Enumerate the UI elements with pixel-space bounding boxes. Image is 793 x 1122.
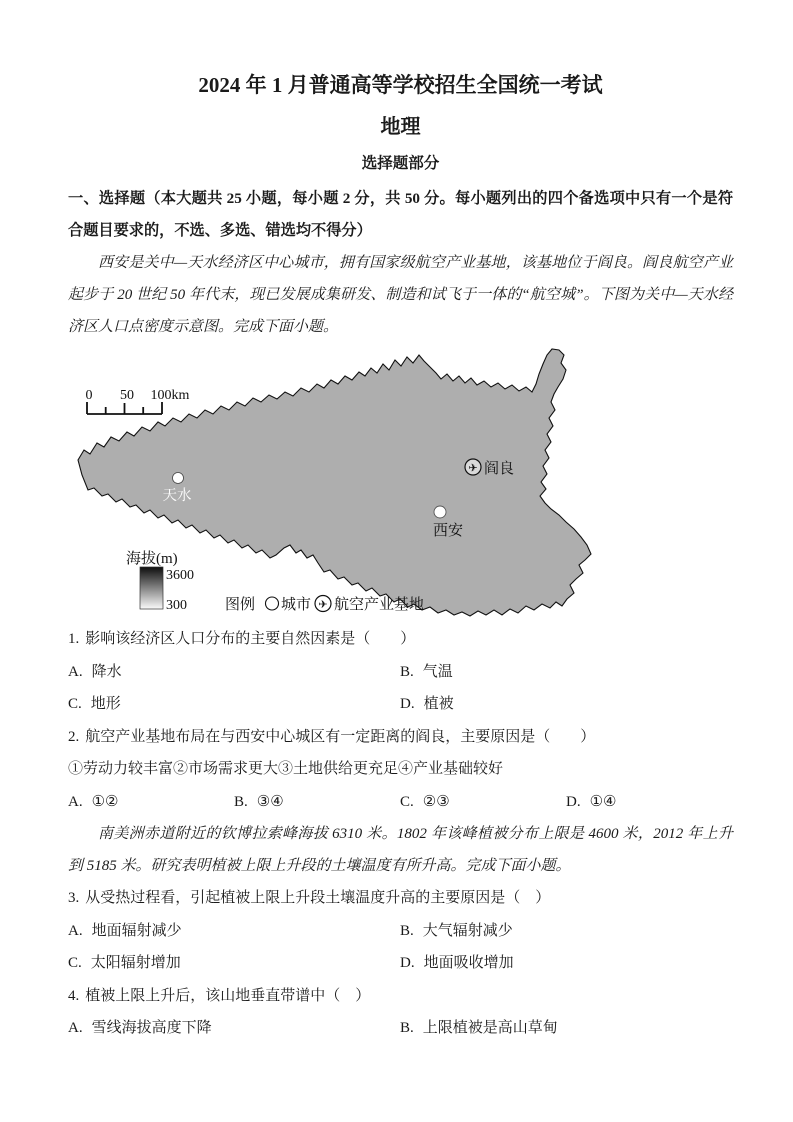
option-1d: D. 植被 <box>400 696 454 712</box>
subject-title: 地理 <box>380 116 421 138</box>
passage-chimborazo: 南美洲赤道附近的钦博拉索峰海拔 6310 米。1802 年该峰植被分布上限是 4600 米，2012 年上升到 5185 米。研究表明植被上限上升段的土壤温度有所升高。完成下面小题。 <box>68 826 733 874</box>
option-4b: B. 上限植被是高山草甸 <box>400 1020 558 1036</box>
question-3-text: 从受热过程看，引起植被上限上升段土壤温度升高的主要原因是（ ） <box>85 890 551 906</box>
elevation-gradient-bar <box>140 567 163 609</box>
city-label-tianshui: 天水 <box>162 488 192 504</box>
question-2-text: 航空产业基地布局在与西安中心城区有一定距离的阎良，主要原因是（ ） <box>85 728 596 745</box>
question-4-number: 4. <box>68 987 80 1004</box>
option-1a: A. 降水 <box>68 663 122 680</box>
question-3 <box>68 882 733 915</box>
scale-label-0: 0 <box>85 388 93 403</box>
question-4 <box>68 980 733 1013</box>
option-2b: B. ③④ <box>234 793 284 810</box>
question-2-options-row <box>68 786 733 819</box>
elevation-legend <box>126 550 194 613</box>
legend-base-label: 航空产业基地 <box>334 597 425 613</box>
population-density-map <box>70 348 610 620</box>
option-2d: D. ①④ <box>566 793 617 810</box>
option-1b: B. 气温 <box>400 663 453 680</box>
question-1 <box>68 623 733 656</box>
question-2-number: 2. <box>68 728 80 745</box>
aviation-base-label: 阎良 <box>483 461 515 477</box>
option-3b: B. 大气辐射减少 <box>400 922 513 939</box>
aviation-base-marker <box>465 459 481 475</box>
option-3c: C. 太阳辐射增加 <box>68 955 181 971</box>
option-2a: A. ①② <box>68 793 119 810</box>
question-1-number: 1. <box>68 631 80 647</box>
passage-guanzhong: 西安是关中—天水经济区中心城市，拥有国家级航空产业基地，该基地位于阎良。阎良航空产业起步于 20 世纪 50 年代末，现已发展成集研发、制造和试飞于一体的“航空城”。下图为关中—天水经济区人口点密度示意图。完成下面小题。 <box>68 255 733 335</box>
map-legend <box>225 595 424 613</box>
city-marker-tianshui <box>173 473 184 484</box>
scale-label-50: 50 <box>120 388 134 403</box>
legend-base-icon <box>315 596 331 612</box>
airplane-icon: ✈ <box>468 462 478 475</box>
question-2-statements: ①劳动力较丰富②市场需求更大③土地供给更充足④产业基础较好 <box>68 761 504 777</box>
svg-text:✈: ✈ <box>318 599 328 611</box>
option-2c: C. ②③ <box>400 793 450 810</box>
city-marker-xian <box>434 506 446 518</box>
question-3-number: 3. <box>68 890 80 906</box>
page-title: 2024 年 1 月普通高等学校招生全国统一考试 <box>198 73 603 97</box>
map-figure <box>70 348 733 620</box>
option-3a: A. 地面辐射减少 <box>68 922 182 939</box>
section-label: 选择题部分 <box>361 155 440 172</box>
elevation-max: 3600 <box>166 568 194 583</box>
question-3-options-row-1 <box>68 915 733 948</box>
question-1-options-row-2 <box>68 688 733 721</box>
scale-bar <box>87 402 162 414</box>
question-4-text: 植被上限上升后，该山地垂直带谱中（ ） <box>85 987 371 1004</box>
question-2 <box>68 721 733 754</box>
legend-city-label: 城市 <box>281 597 312 613</box>
option-3d: D. 地面吸收增加 <box>400 955 514 971</box>
instructions-text: 一、选择题（本大题共 25 小题，每小题 2 分，共 50 分。每小题列出的四个备选项中只有一个是符合题目要求的，不选、多选、错选均不得分） <box>68 190 733 239</box>
question-4-options-row-1 <box>68 1012 733 1045</box>
question-3-options-row-2 <box>68 947 733 980</box>
question-1-text: 影响该经济区人口分布的主要自然因素是（ ） <box>85 631 416 647</box>
option-4a: A. 雪线海拔高度下降 <box>68 1020 212 1036</box>
legend-city-icon <box>266 597 279 610</box>
option-1c: C. 地形 <box>68 696 121 712</box>
elevation-min: 300 <box>166 598 187 613</box>
legend-title: 图例 <box>225 597 256 613</box>
question-1-options-row-1 <box>68 656 733 689</box>
city-label-xian: 西安 <box>432 523 464 539</box>
elevation-title: 海拔(m) <box>126 551 178 567</box>
scale-label-100: 100km <box>150 388 190 403</box>
